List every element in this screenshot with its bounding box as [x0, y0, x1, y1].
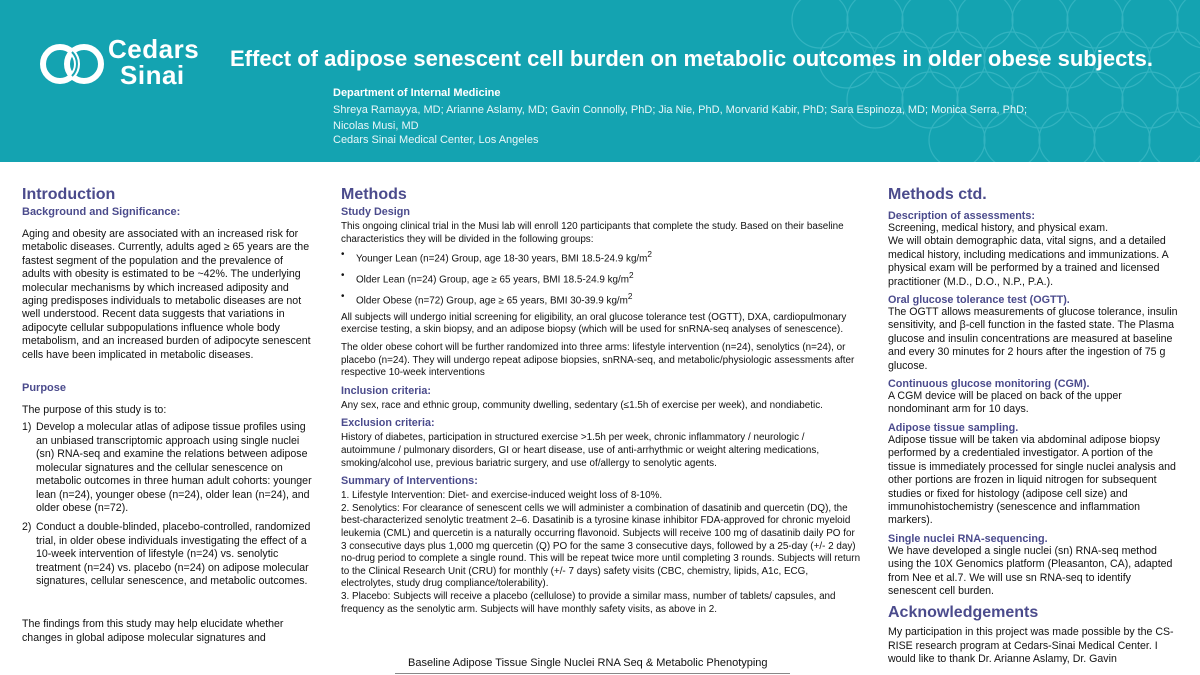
inclusion-heading: Inclusion criteria: — [341, 384, 431, 397]
cgm-text: A CGM device will be placed on back of the upper nondominant arm for 10 days. — [888, 390, 1122, 416]
header-banner — [0, 0, 1200, 162]
interventions-heading: Summary of Interventions: — [341, 475, 478, 488]
cgm-heading: Continuous glucose monitoring (CGM). — [888, 378, 1090, 391]
exclusion-text: History of diabetes, participation in structured exercise >1.5h per week, chronic inflammatory / neurologic / autoimmune / pulmonary disorders, GI or heart disease, use of anti-arrhythmic or weight altering medications, smoking/alcohol use, previous bariatric surgery, and use of/allergy to senolytic agents. — [341, 432, 820, 469]
adipose-sampling-heading: Adipose tissue sampling. — [888, 421, 1019, 434]
institution: Cedars Sinai Medical Center, Los Angeles — [333, 134, 539, 146]
intervention-1: 1. Lifestyle Intervention: Diet- and exercise-induced weight loss of 8-10%. — [341, 490, 663, 502]
groups-list — [341, 249, 861, 308]
exclusion-heading: Exclusion criteria: — [341, 417, 435, 430]
introduction-heading: Introduction — [22, 186, 116, 203]
acknowledgements-heading: Acknowledgements — [888, 604, 1039, 622]
figure-caption: Baseline Adipose Tissue Single Nuclei RNA Seq & Metabolic Phenotyping — [408, 657, 768, 669]
list-item: 2) Conduct a double-blinded, placebo-controlled, randomized trial, in older obese individuals investigating the effect of a 10-week intervention of lifestyle (n=24) vs. senolytic treatment (n=24) vs. placebo (n=24) on adipose molecular signatures, cellular senescence, and metabolic outcomes. — [22, 521, 311, 587]
adipose-sampling-text: Adipose tissue will be taken via abdominal adipose biopsy performed by a credentialed investigator. A portion of the tissue is immediately processed for single nuclei analysis and other portions are frozen in liquid nitrogen for subsequent studies or fixed for histology (adipose cell size) and immunohistochemistry (senescence and inflammation markers). — [888, 433, 1176, 527]
ogtt-heading: Oral glucose tolerance test (OGTT). — [888, 294, 1070, 307]
snrna-seq-heading: Single nuclei RNA-sequencing. — [888, 532, 1048, 545]
purpose-lead: The purpose of this study is to: — [22, 404, 167, 417]
screening-text: All subjects will undergo initial screening for eligibility, an oral glucose tolerance test (OGTT), DXA, cardiopulmonary exercise testing, a skin biopsy, and an adipose biopsy (which will be used for snRNA-seq analyses of senescence). — [341, 311, 847, 336]
study-design-heading: Study Design — [341, 206, 410, 218]
randomization-text: The older obese cohort will be further randomized into three arms: lifestyle intervention (n=24), senolytics (n=24), or placebo (n=24). They will undergo repeat adipose biopsies, snRNA-seq, and metabolic/physiologic assessments after respective 10-week interventions — [341, 342, 855, 379]
list-item: • Older Lean (n=24) Group, age ≥ 65 years, BMI 18.5-24.9 $kg/m^2$ — [341, 270, 634, 286]
list-item: • Younger Lean (n=24) Group, age 18-30 years, BMI 18.5-24.9 $kg/m^2$ — [341, 249, 652, 265]
intervention-3: 3. Placebo: Subjects will receive a placebo (cellulose) to provide a similar mass, number of tablets/ capsules, and frequency as the senolytic arm. Subjects will have monthly safety visits, as above in 2. — [341, 590, 836, 615]
methods-ctd-column — [888, 186, 1178, 667]
assessments-text: Screening, medical history, and physical exam. We will obtain demographic data, vital signs, and a detailed medical history, including medications and immunizations. A physical exam will be performed by a trained and licensed practitioner (M.D., D.O., N.P., P.A.). — [888, 222, 1169, 288]
department: Department of Internal Medicine — [333, 87, 501, 99]
list-item: 1) Develop a molecular atlas of adipose tissue profiles using an unbiased transcriptomic approach using single nuclei (sn) RNA-seq and examine the relations between adipose molecular signatures and the cellular senescence on metabolic outcomes in three human adult cohorts: younger lean (n=24), younger obese (n=24), older lean (n=24), and older obese (n=72). — [22, 421, 312, 514]
methods-heading: Methods — [341, 186, 407, 203]
intervention-2: 2. Senolytics: For clearance of senescent cells we will administer a combination of dasatinib and quercetin (DQ), the best-characterized senolytic treatment 2–6. Dasatinib is a tyrosine kinase inhibitor FDA-approved for chronic myeloid leukemia (CML) and quercetin is a naturally occurring flavonoid. Subjects will receive 100 mg of dasatinib daily PO for 3 consecutive days plus 1,000 mg quercetin (Q) PO for the same 3 consecutive days, followed by a 25-day (+/- 2 day) no-drug period to complete a single round. This will be repeat twice more until completing 3 rounds. Subjects will return to the Clinical Research Unit (CRU) for monthly (+/- 7 days) safety visits (CBC, chemistry, lipids, A1c, ECG, electrolytes, study drug compliance/tolerability). — [341, 502, 861, 590]
background-text: Aging and obesity are associated with an increased risk for metabolic diseases. Currently, adults aged ≥ 65 years are the fastest segment of the population and the prevalence of adults with obesity is estimated to be ~42%. The underlying molecular mechanisms by which increased adiposity and aging predisposes individuals to metabolic diseases are not well understood. Recent data suggests that variations in adipocyte cellular subpopulations influence whole body metabolism, and an increased burden of adipocyte senescent cells have been implicated in metabolic diseases. — [22, 228, 311, 361]
logo-wordmark: Cedars Sinai — [108, 34, 200, 90]
findings-text: The findings from this study may help elucidate whether changes in global adipose molecular signatures and — [22, 618, 284, 644]
inclusion-text: Any sex, race and ethnic group, community dwelling, sedentary (≤1.5h of exercise per week), and nondiabetic. — [341, 399, 823, 411]
figure-divider — [395, 673, 790, 674]
list-item: • Older Obese (n=72) Group, age ≥ 65 years, BMI 30-39.9 $kg/m^2$ — [341, 290, 633, 307]
study-design-text: This ongoing clinical trial in the Musi lab will enroll 120 participants that complete the study. Based on their baseline characteristics they will be divided in the following groups: — [341, 221, 844, 245]
poster-title: Effect of adipose senescent cell burden on metabolic outcomes in older obese subjects. — [230, 46, 1154, 71]
acknowledgements-text: My participation in this project was made possible by the CS-RISE research program at Cedars-Sinai Medical Center. I would like to thank Dr. Arianne Aslamy, Dr. Gavin — [888, 626, 1174, 666]
decorative-pattern — [780, 0, 1200, 162]
authors: Shreya Ramayya, MD; Arianne Aslamy, MD; Gavin Connolly, PhD; Jia Nie, PhD, Morvarid Kabir, PhD; Sara Espinoza, MD; Monica Serra, PhD; Nicolas Musi, MD — [333, 104, 1028, 132]
snrna-seq-text: We have developed a single nuclei (sn) RNA-seq method using the 10X Genomics platform (Pleasanton, CA), adapted from Nee et al.7. We will use sn RNA-seq to identify senescent cell burden. — [888, 544, 1173, 597]
methods-ctd-heading: Methods ctd. — [888, 186, 987, 203]
background-heading: Background and Significance: — [22, 206, 181, 218]
ogtt-text: The OGTT allows measurements of glucose tolerance, insulin sensitivity, and β-cell function in the fasted state. The Plasma glucose and insulin concentrations are measured at baseline and every 30 minutes for 2 hours after the ingestion of 75 g glucose. — [888, 306, 1178, 372]
methods-column — [341, 186, 861, 616]
aims-list — [22, 421, 314, 588]
assessments-heading: Description of assessments: — [888, 210, 1036, 222]
introduction-column — [22, 186, 314, 645]
purpose-heading: Purpose — [22, 382, 67, 395]
